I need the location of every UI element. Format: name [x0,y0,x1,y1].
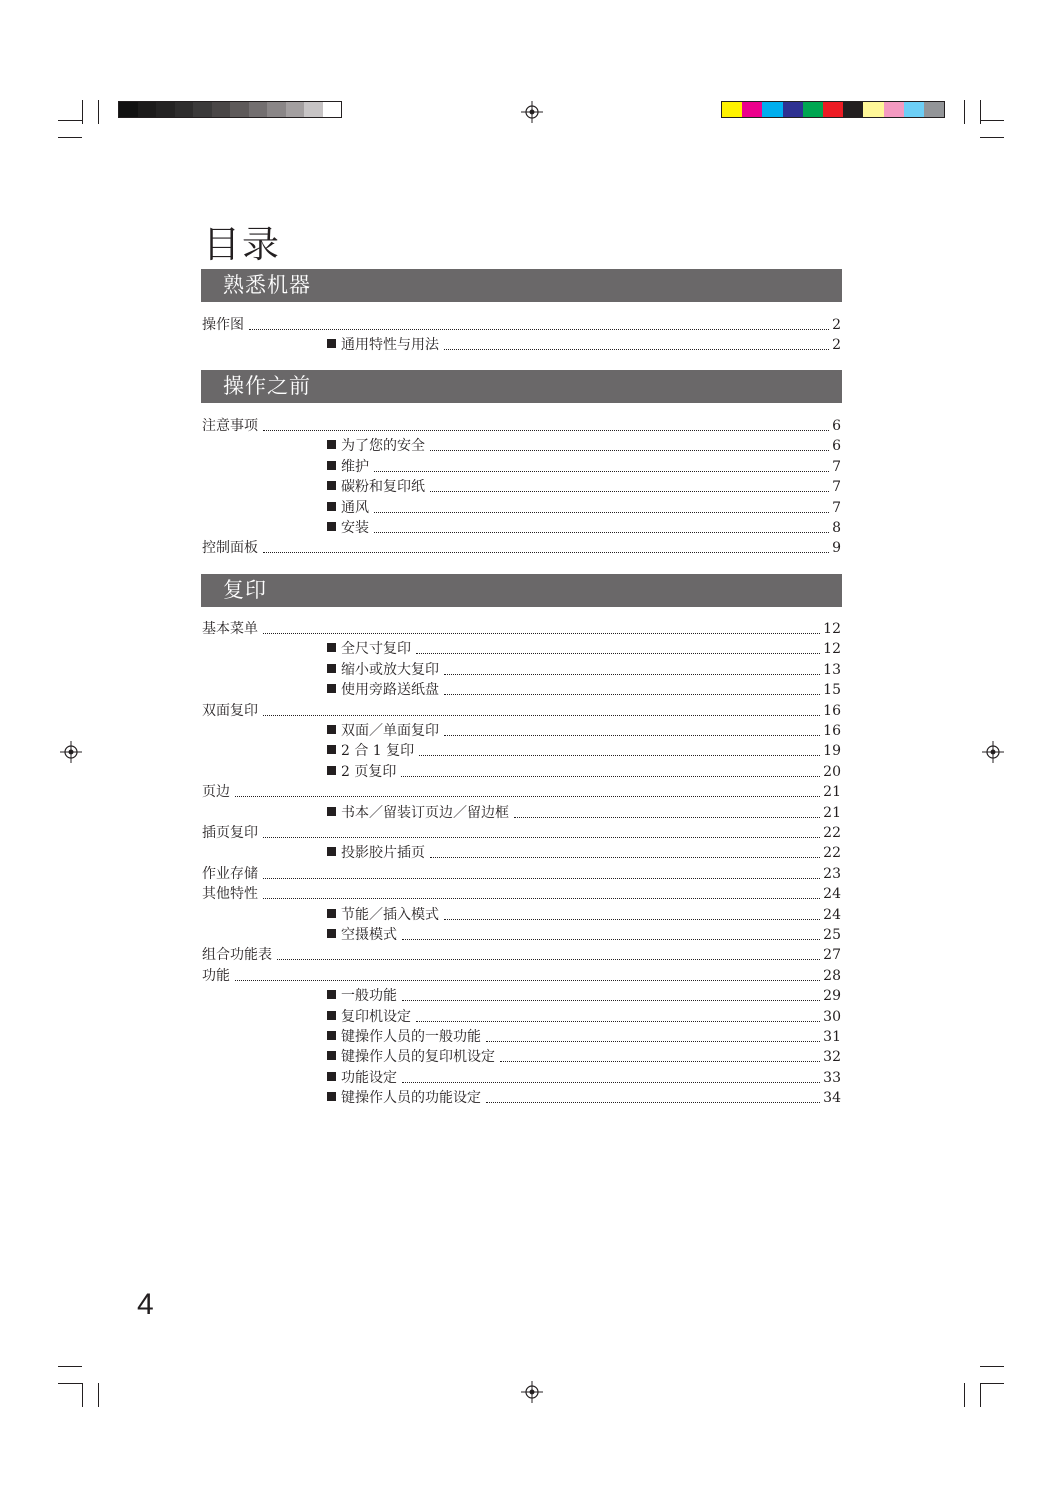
toc-page-number: 33 [823,1069,841,1086]
color-swatch [267,102,286,117]
toc-entry-text: 双面／单面复印 [341,723,439,739]
page-number: 4 [137,1288,154,1321]
square-bullet-icon [327,745,336,754]
toc-entry-text: 键操作人员的一般功能 [341,1029,481,1045]
dot-leader [277,959,820,960]
toc-entry-label [327,804,509,822]
toc-entry-text: 书本／留装订页边／留边框 [341,804,509,821]
toc-entry-label [327,336,439,354]
toc-page-number: 16 [823,723,841,739]
toc-page-number: 7 [832,458,841,475]
color-swatch [863,102,883,117]
toc-entry-label [327,742,414,760]
toc-entry-label [202,824,258,842]
dot-leader [401,776,820,777]
toc-page-number: 21 [823,784,841,801]
toc-entry[interactable] [202,863,841,883]
toc-page-number: 27 [823,947,841,964]
color-swatch [823,102,843,117]
toc-subentry[interactable] [327,924,841,944]
dot-leader [263,715,820,716]
toc-entry-label [202,539,258,557]
color-swatch [212,102,231,117]
toc-entry-text: 全尺寸复印 [341,641,411,658]
toc-entry-label [327,640,411,658]
toc-entry-text: 注意事项 [202,418,258,434]
toc-subentry[interactable] [327,720,841,740]
dot-leader [374,512,829,513]
toc-subentry[interactable] [327,456,841,476]
toc-entry-text: 插页复印 [202,825,258,841]
toc-entry[interactable] [202,537,841,557]
toc-page-number: 24 [823,906,841,923]
dot-leader [249,329,829,330]
registration-target-icon [982,741,1004,763]
section-header: 熟悉机器 [201,269,842,302]
toc-entry-label [202,946,272,964]
color-swatch [924,102,944,117]
toc-subentry[interactable] [327,435,841,455]
toc-subentry[interactable] [327,334,841,354]
toc-entry-text: 复印机设定 [341,1008,411,1025]
toc-entry-label [327,763,396,781]
color-swatch [783,102,803,117]
toc-page-number: 30 [823,1008,841,1025]
toc-entry[interactable] [202,781,841,801]
toc-entry[interactable] [202,700,841,720]
toc-entry[interactable] [202,415,841,435]
square-bullet-icon [327,807,336,816]
toc-page-number: 25 [823,927,841,943]
toc-entry-text: 组合功能表 [202,947,272,964]
dot-leader [263,878,820,879]
square-bullet-icon [327,339,336,348]
toc-entry-text: 页边 [202,784,230,801]
dot-leader [263,898,820,899]
toc-entry-label [202,702,258,720]
dot-leader [486,1102,820,1103]
toc-subentry[interactable] [327,904,841,924]
toc-page-number: 6 [832,438,841,455]
toc-entry-label [327,1008,411,1026]
section-header: 复印 [201,574,842,607]
square-bullet-icon [327,909,336,918]
toc-subentry[interactable] [327,1026,841,1046]
toc-entry[interactable] [202,314,841,334]
toc-subentry[interactable] [327,740,841,760]
dot-leader [263,552,829,553]
dot-leader [444,735,820,736]
square-bullet-icon [327,1092,336,1101]
color-swatch [138,102,157,117]
dot-leader [374,471,829,472]
toc-subentry[interactable] [327,1087,841,1107]
toc-page-number: 9 [832,540,841,557]
registration-target-icon [60,741,82,763]
color-swatch [230,102,249,117]
square-bullet-icon [327,929,336,938]
toc-entry-text: 2 合 1 复印 [341,743,415,760]
dot-leader [235,796,820,797]
toc-subentry[interactable] [327,638,841,658]
color-swatch [175,102,194,117]
color-swatch [742,102,762,117]
toc-page-number: 2 [832,337,841,354]
square-bullet-icon [327,684,336,693]
toc-entry-label [327,1069,397,1087]
toc-subentry[interactable] [327,679,841,699]
toc-page-number: 13 [823,661,841,678]
toc-entry-label [327,844,425,862]
color-swatch [156,102,175,117]
square-bullet-icon [327,664,336,673]
registration-target-icon [521,101,543,123]
toc-entry[interactable] [202,883,841,903]
square-bullet-icon [327,1051,336,1060]
toc-subentry[interactable] [327,476,841,496]
toc-entry-label [202,620,258,638]
dot-leader [235,980,820,981]
toc-entry-label [202,865,258,883]
dot-leader [402,1000,820,1001]
toc-entry-label [327,987,397,1005]
toc-page-number: 31 [823,1029,841,1045]
toc-entry-label [202,316,244,334]
dot-leader [444,349,829,350]
toc-entry-label [327,499,369,517]
toc-page-number: 28 [823,967,841,984]
registration-target-icon [521,1381,543,1403]
color-swatch [286,102,305,117]
toc-entry-text: 维护 [341,458,369,475]
toc-entry-label [327,437,425,455]
dot-leader [430,857,820,858]
dot-leader [402,939,820,940]
square-bullet-icon [327,847,336,856]
toc-entry-label [327,1048,495,1066]
toc-entry-label [327,1028,481,1046]
dot-leader [416,1021,820,1022]
color-swatch [323,102,342,117]
toc-subentry[interactable] [327,1067,841,1087]
page-title: 目录 [203,223,281,266]
toc-entry-label [327,1089,481,1107]
square-bullet-icon [327,766,336,775]
dot-leader [263,430,829,431]
color-swatch [304,102,323,117]
square-bullet-icon [327,461,336,470]
toc-page-number: 23 [823,865,841,882]
toc-page-number: 19 [823,743,841,760]
dot-leader [444,694,820,695]
toc-page-number: 24 [823,886,841,903]
square-bullet-icon [327,1011,336,1020]
dot-leader [444,674,820,675]
dot-leader [430,450,829,451]
square-bullet-icon [327,1031,336,1040]
toc-page-number: 16 [823,702,841,719]
toc-entry-text: 作业存储 [202,865,258,882]
toc-entry-label [202,967,230,985]
toc-entry-label [327,681,439,699]
toc-page-number: 12 [823,621,841,637]
square-bullet-icon [327,1072,336,1081]
dot-leader [263,837,820,838]
toc-entry-label [327,519,369,537]
color-swatch [762,102,782,117]
toc-subentry[interactable] [327,659,841,679]
toc-entry-label [202,783,230,801]
color-swatch [904,102,924,117]
dot-leader [500,1061,820,1062]
toc-page-number: 7 [832,499,841,516]
toc-entry-text: 功能 [202,967,230,984]
dot-leader [514,817,820,818]
color-swatch [843,102,863,117]
toc-entry-text: 投影胶片插页 [341,845,425,862]
color-swatch [119,102,138,117]
square-bullet-icon [327,440,336,449]
toc-entry-text: 操作图 [202,317,244,333]
toc-entry-text: 双面复印 [202,702,258,719]
toc-page-number: 34 [823,1090,841,1107]
toc-entry-label [327,478,425,496]
grayscale-calibration-bar [118,101,342,118]
color-swatch [722,102,742,117]
color-calibration-bar [721,101,945,118]
toc-entry-text: 键操作人员的复印机设定 [341,1049,495,1066]
toc-entry-label [327,661,439,679]
toc-page-number: 29 [823,988,841,1005]
dot-leader [486,1041,820,1042]
toc-page-number: 21 [823,804,841,821]
square-bullet-icon [327,522,336,531]
toc-entry[interactable] [202,965,841,985]
square-bullet-icon [327,990,336,999]
square-bullet-icon [327,643,336,652]
toc-page-number: 7 [832,479,841,496]
toc-entry[interactable] [202,618,841,638]
toc-entry-text: 缩小或放大复印 [341,661,439,678]
toc-entry-text: 键操作人员的功能设定 [341,1090,481,1107]
toc-entry[interactable] [202,944,841,964]
square-bullet-icon [327,725,336,734]
square-bullet-icon [327,502,336,511]
toc-entry-text: 安装 [341,520,369,536]
toc-page-number: 8 [832,520,841,536]
toc-entry-text: 碳粉和复印纸 [341,479,425,496]
toc-subentry[interactable] [327,1046,841,1066]
toc-subentry[interactable] [327,985,841,1005]
dot-leader [402,1082,820,1083]
toc-entry-text: 基本菜单 [202,621,258,637]
toc-entry-text: 通用特性与用法 [341,337,439,354]
color-swatch [249,102,268,117]
toc-subentry[interactable] [327,761,841,781]
dot-leader [374,532,829,533]
toc-page-number: 32 [823,1049,841,1066]
color-swatch [193,102,212,117]
toc-page-number: 22 [823,845,841,862]
toc-entry-text: 通风 [341,499,369,516]
toc-entry-label [202,417,258,435]
toc-entry-text: 控制面板 [202,540,258,557]
toc-page-number: 12 [823,641,841,658]
toc-entry-text: 为了您的安全 [341,438,425,455]
toc-entry-text: 使用旁路送纸盘 [341,682,439,699]
toc-entry-text: 一般功能 [341,988,397,1005]
color-swatch [803,102,823,117]
toc-subentry[interactable] [327,517,841,537]
dot-leader [416,653,820,654]
toc-subentry[interactable] [327,497,841,517]
toc-entry-text: 其他特性 [202,886,258,903]
toc-entry-text: 功能设定 [341,1069,397,1086]
toc-entry[interactable] [202,822,841,842]
toc-entry-label [327,926,397,944]
toc-entry-label [202,885,258,903]
toc-page-number: 22 [823,825,841,841]
section-header: 操作之前 [201,370,842,403]
toc-subentry[interactable] [327,842,841,862]
toc-entry-text: 节能／插入模式 [341,906,439,923]
dot-leader [419,755,820,756]
square-bullet-icon [327,481,336,490]
dot-leader [430,491,829,492]
dot-leader [444,919,820,920]
toc-page-number: 2 [832,317,841,333]
dot-leader [263,633,820,634]
toc-entry-label [327,722,439,740]
toc-subentry[interactable] [327,1006,841,1026]
toc-page-number: 6 [832,418,841,434]
color-swatch [884,102,904,117]
toc-page-number: 15 [823,682,841,699]
toc-entry-text: 空摄模式 [341,927,397,943]
toc-page-number: 20 [823,763,841,780]
toc-subentry[interactable] [327,802,841,822]
toc-entry-text: 2 页复印 [341,763,397,780]
toc-entry-label [327,458,369,476]
toc-entry-label [327,906,439,924]
